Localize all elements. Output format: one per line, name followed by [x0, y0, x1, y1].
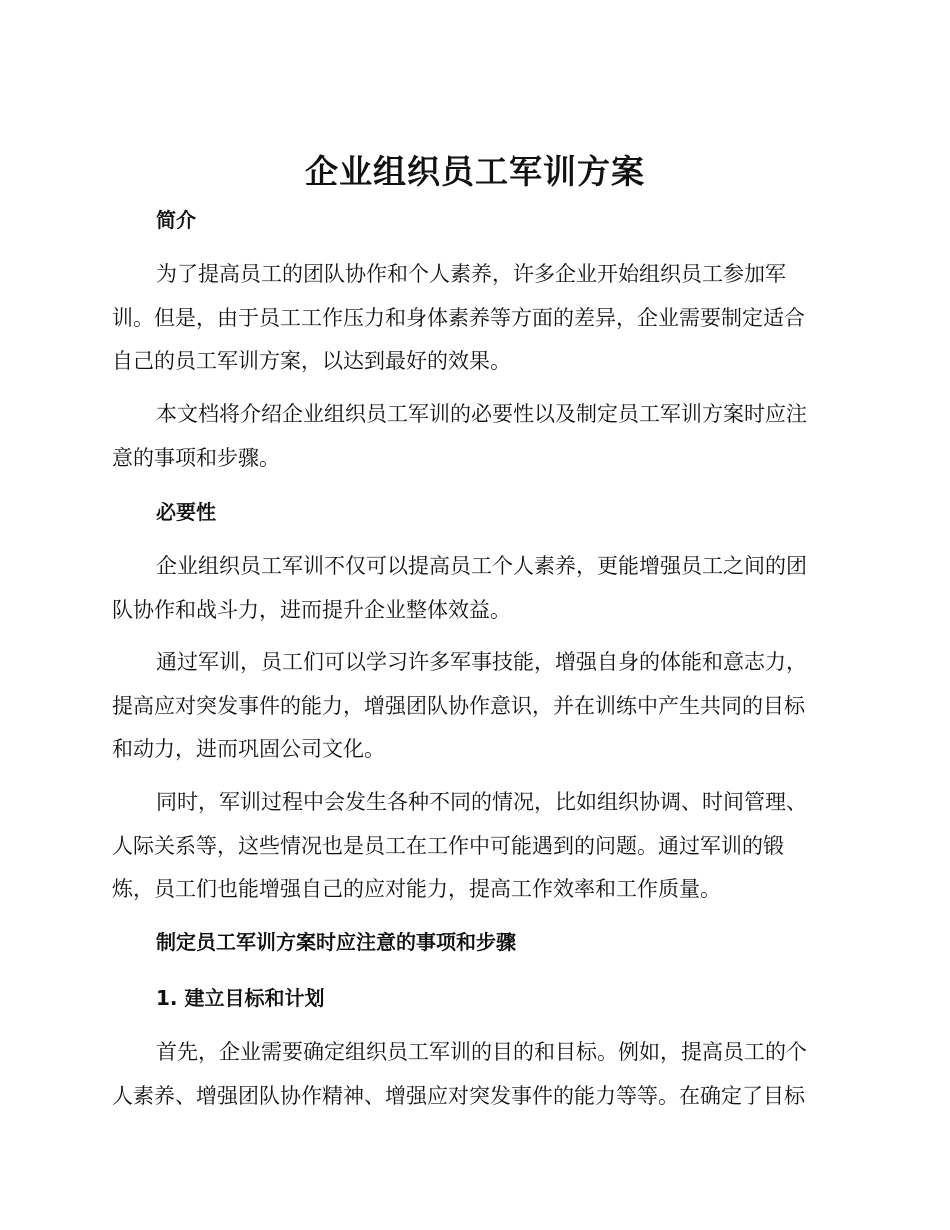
paragraph-line: 自己的员工军训方案，以达到最好的效果。 — [112, 349, 511, 373]
paragraph-line: 首先，企业需要确定组织员工军训的目的和目标。例如，提高员工的个 — [156, 1040, 807, 1064]
paragraph-line: 人素养、增强团队协作精神、增强应对突发事件的能力等等。在确定了目标 — [112, 1083, 805, 1108]
paragraph-line: 队协作和战斗力，进而提升企业整体效益。 — [112, 597, 511, 622]
paragraph — [112, 253, 832, 384]
paragraph-line: 提高应对突发事件的能力，增强团队协作意识，并在训练中产生共同的目标 — [112, 693, 805, 718]
paragraph — [112, 781, 832, 912]
paragraph — [112, 393, 832, 480]
section-heading-necessity: 必要性 — [156, 500, 216, 524]
paragraph — [112, 545, 832, 632]
subsection-heading-goals: 1. 建立目标和计划 — [156, 986, 325, 1010]
paragraph-line: 企业组织员工军训不仅可以提高员工个人素养，更能增强员工之间的团 — [156, 554, 807, 578]
paragraph-line: 为了提高员工的团队协作和个人素养，许多企业开始组织员工参加军 — [156, 262, 786, 286]
paragraph-line: 训。但是，由于员工工作压力和身体素养等方面的差异，企业需要制定适合 — [112, 305, 805, 330]
paragraph-line: 人际关系等，这些情况也是员工在工作中可能遇到的问题。通过军训的锻 — [112, 833, 784, 858]
paragraph-line: 炼，员工们也能增强自己的应对能力，提高工作效率和工作质量。 — [112, 877, 721, 901]
document-title: 企业组织员工军训方案 — [305, 152, 645, 191]
paragraph — [112, 1031, 832, 1118]
paragraph — [112, 641, 832, 772]
paragraph-line: 意的事项和步骤。 — [112, 445, 280, 470]
section-heading-steps: 制定员工军训方案时应注意的事项和步骤 — [156, 930, 516, 954]
paragraph-line: 本文档将介绍企业组织员工军训的必要性以及制定员工军训方案时应注 — [156, 402, 807, 426]
paragraph-line: 和动力，进而巩固公司文化。 — [112, 737, 385, 761]
paragraph-line: 同时，军训过程中会发生各种不同的情况，比如组织协调、时间管理、 — [156, 790, 807, 814]
paragraph-line: 通过军训，员工们可以学习许多军事技能，增强自身的体能和意志力， — [156, 650, 807, 674]
section-heading-intro: 简介 — [156, 208, 196, 232]
